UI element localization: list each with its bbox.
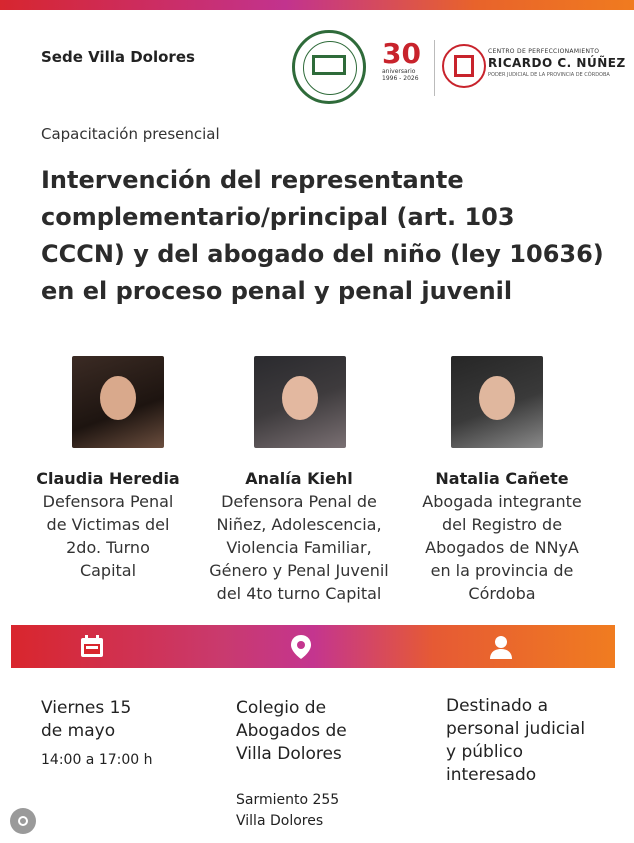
title-line: en el proceso penal y penal juvenil (41, 277, 513, 305)
event-modality: Capacitación presencial (41, 125, 220, 143)
event-title (41, 162, 611, 310)
location-pin-icon (288, 634, 314, 660)
speaker-claudia-heredia (13, 467, 203, 582)
event-date (41, 697, 131, 743)
speaker-natalia-canete (402, 467, 602, 605)
date-line: Viernes 15 (41, 698, 132, 718)
speaker-role-line: Abogados de NNyA (425, 538, 579, 557)
logo-divider (434, 40, 435, 96)
speaker-role-line: Niñez, Adolescencia, (216, 515, 382, 534)
centro-line1: CENTRO DE PERFECCIONAMIENTO (488, 48, 600, 55)
speaker-role-line: Abogada integrante (422, 492, 582, 511)
address-line: Sarmiento 255 (236, 792, 340, 808)
title-line: Intervención del representante (41, 166, 464, 194)
event-time: 14:00 a 17:00 h (41, 752, 153, 768)
title-line: CCCN) y del abogado del niño (ley 10636) (41, 240, 604, 268)
speaker-role-line: Defensora Penal de (221, 492, 377, 511)
audience-line: y público (446, 742, 524, 762)
speaker-role-line: Capital (79, 561, 137, 580)
centro-perfeccionamiento-logo (442, 44, 486, 88)
address-line: Villa Dolores (236, 813, 324, 829)
speaker-role-line: del Registro de (441, 515, 563, 534)
title-line: complementario/principal (art. 103 (41, 203, 515, 231)
place-line: Abogados de (236, 721, 347, 741)
sede-label: Sede Villa Dolores (41, 48, 195, 66)
centro-perfeccionamiento-text (488, 48, 628, 78)
top-gradient-bar (0, 0, 634, 10)
speaker-role-line: en la provincia de (430, 561, 574, 580)
audience-line: interesado (446, 765, 537, 785)
event-place (236, 697, 347, 766)
person-icon (488, 634, 514, 660)
speaker-photo-analia-kiehl (254, 356, 346, 448)
centro-line3: PODER JUDICIAL DE LA PROVINCIA DE CÓRDOBA (488, 72, 610, 78)
threads-icon[interactable] (10, 808, 36, 834)
anniversary-label: aniversario (382, 68, 416, 75)
audience-line: personal judicial (446, 719, 586, 739)
speaker-role-line: 2do. Turno (66, 538, 150, 557)
centro-name: RICARDO C. NÚÑEZ (488, 56, 626, 70)
speaker-name: Natalia Cañete (435, 469, 569, 488)
anniversary-number: 30 (382, 37, 421, 70)
event-address (236, 790, 339, 832)
date-line: de mayo (41, 721, 116, 741)
speaker-analia-kiehl (204, 467, 394, 605)
speaker-role-line: Género y Penal Juvenil (209, 561, 389, 580)
speaker-name: Analía Kiehl (245, 469, 353, 488)
place-line: Villa Dolores (236, 744, 342, 764)
speaker-role-line: Violencia Familiar, (226, 538, 372, 557)
speaker-photo-natalia-canete (451, 356, 543, 448)
colegio-abogados-seal-logo (292, 30, 366, 104)
speaker-role-line: de Victimas del (46, 515, 170, 534)
speaker-role-line: Córdoba (468, 584, 536, 603)
audience-line: Destinado a (446, 696, 548, 716)
speaker-role-line: Defensora Penal (42, 492, 174, 511)
speaker-name: Claudia Heredia (36, 469, 180, 488)
speaker-role-line: del 4to turno Capital (216, 584, 382, 603)
anniversary-years: 1996 - 2026 (382, 75, 419, 82)
anniversary-logo (382, 37, 428, 82)
place-line: Colegio de (236, 698, 327, 718)
speaker-photo-claudia-heredia (72, 356, 164, 448)
event-audience (446, 695, 585, 787)
calendar-icon (79, 634, 105, 660)
